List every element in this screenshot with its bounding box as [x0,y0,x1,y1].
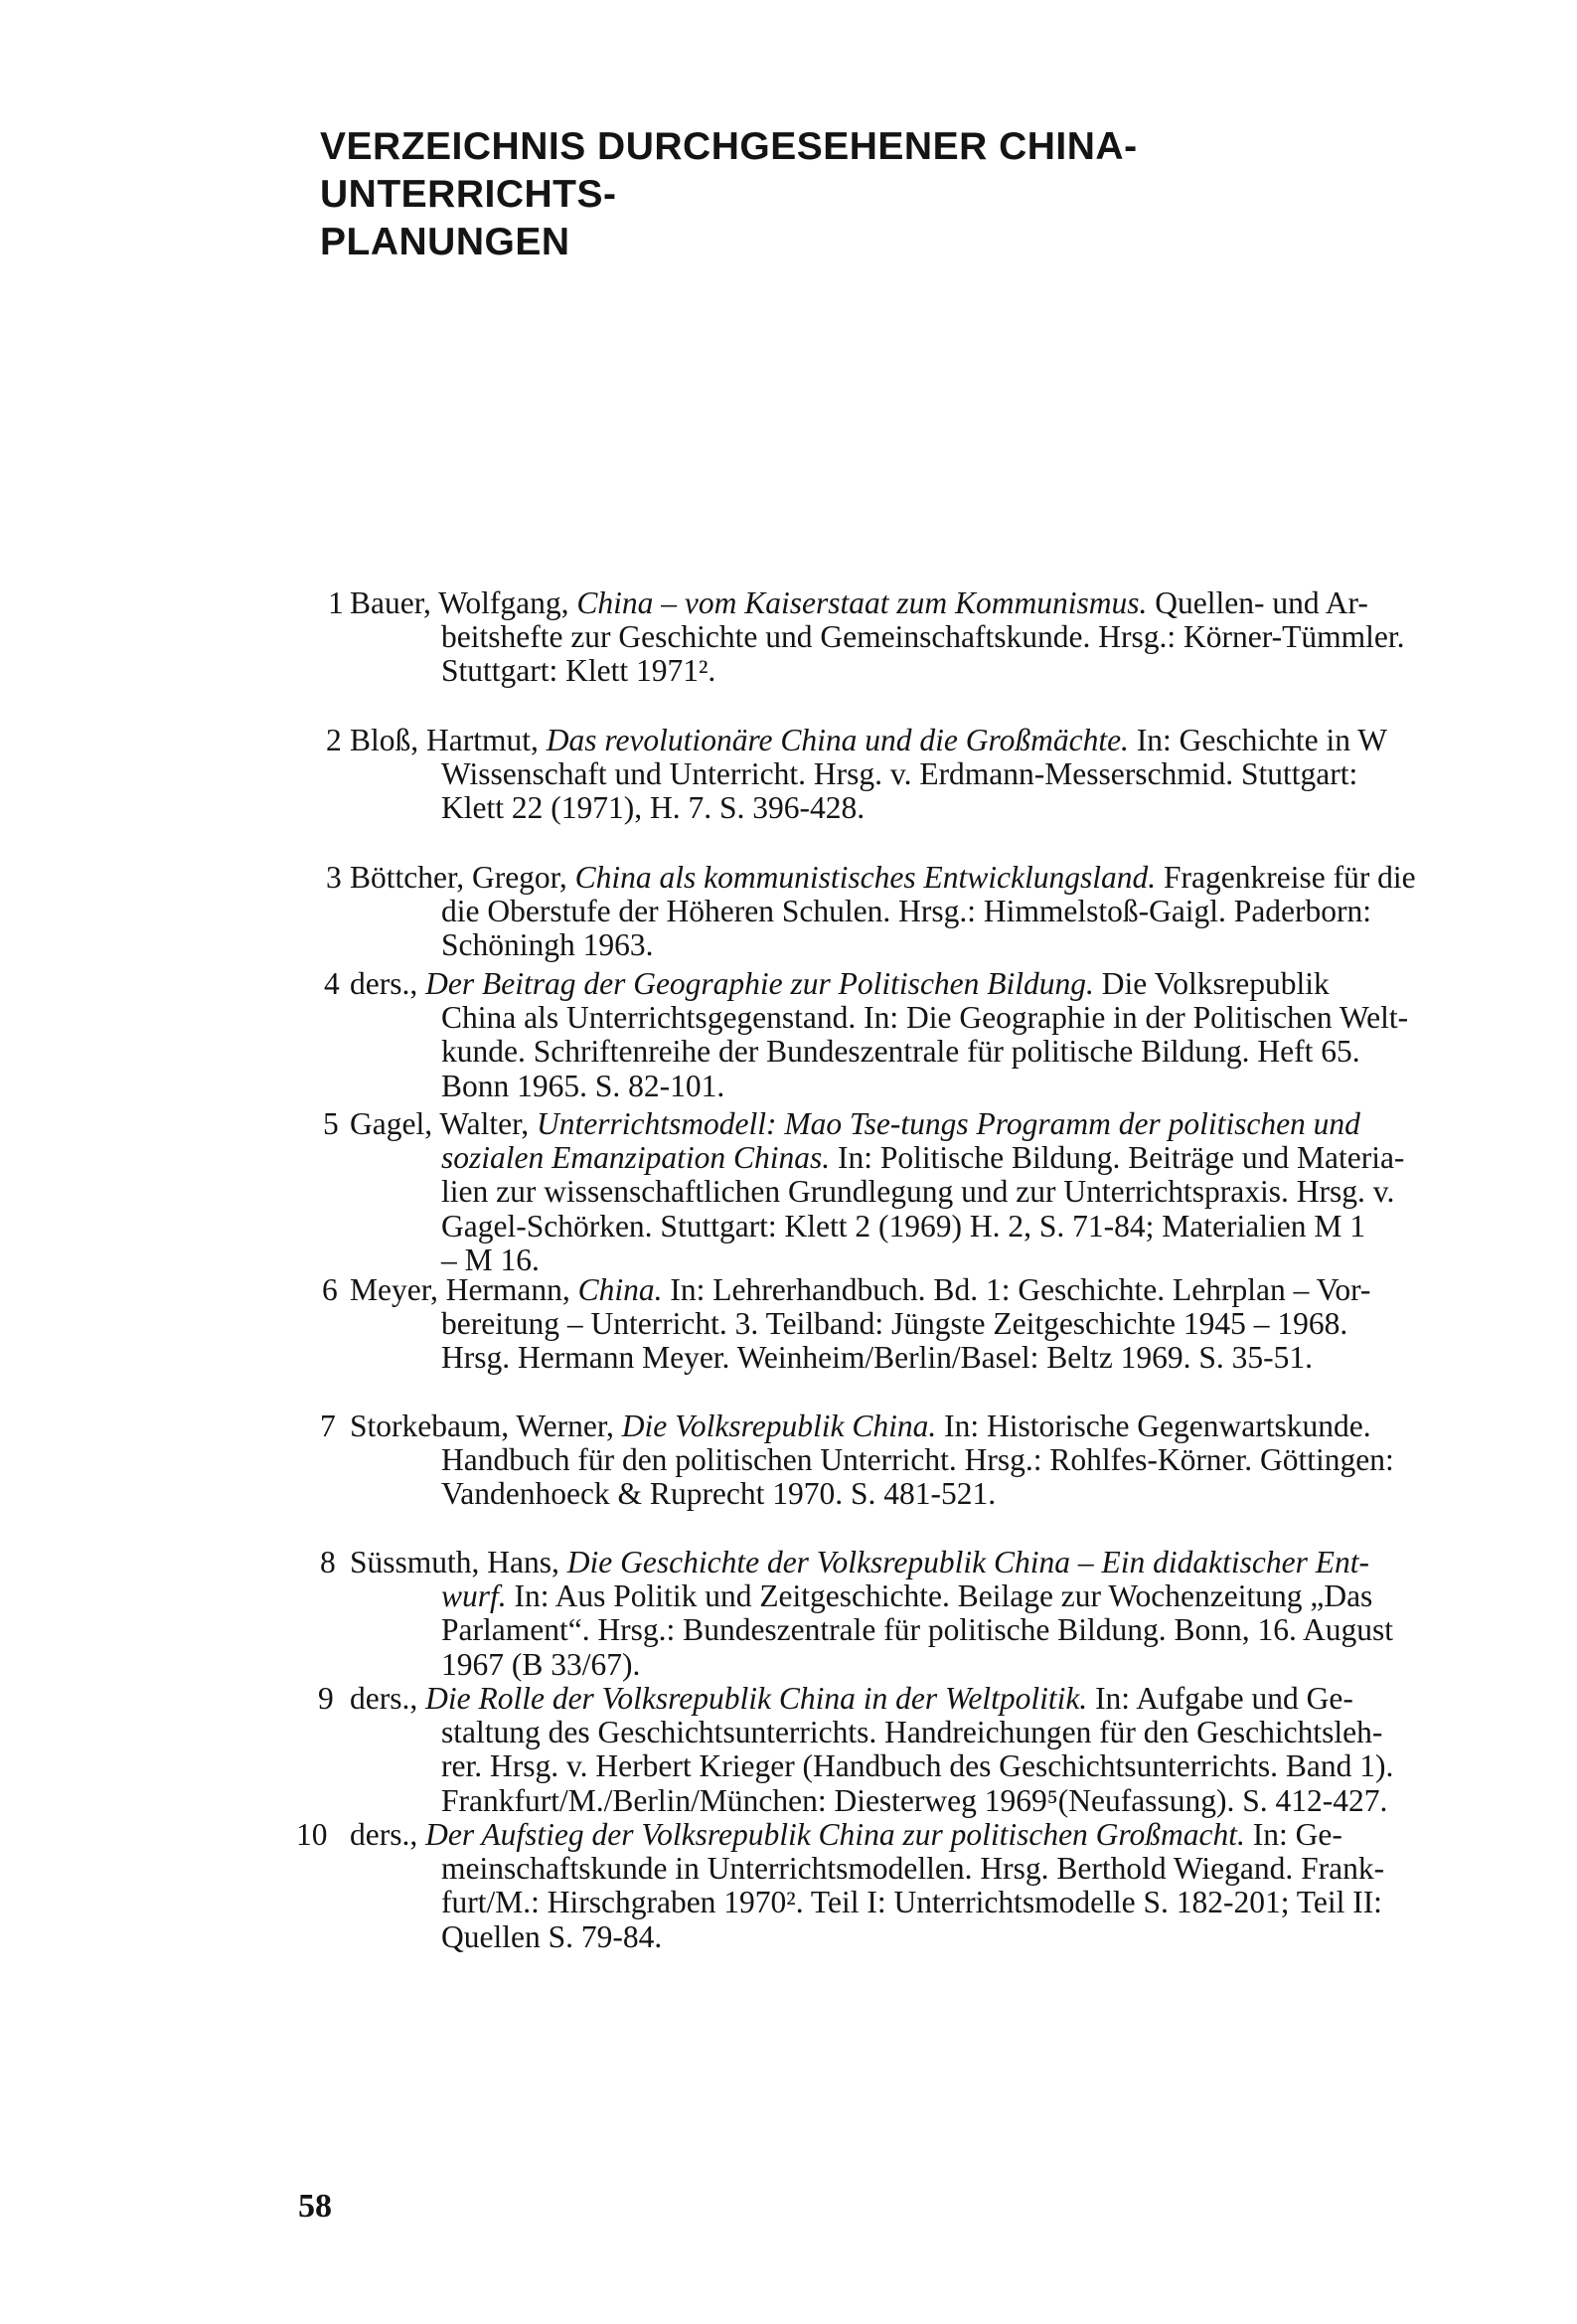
entry-text [350,966,1498,1103]
entry-line [350,724,1498,757]
entry-title-italic: Der Beitrag der Geographie zur Politischen Bildung. [425,966,1094,1001]
entry-text-segment: In: Aufgabe und Ge- [1087,1681,1353,1716]
entry-line [441,1341,1498,1375]
entry-text-segment: Bauer, Wolfgang, [350,585,577,620]
entry-number: 10 [296,1817,328,1852]
entry-title-italic: sozialen Emanzipation Chinas. [441,1140,831,1176]
entry-number: 7 [320,1409,336,1443]
entry-text-segment: Schöningh 1963. [441,927,654,963]
entry-title-italic: wurf. [441,1578,507,1614]
entry-text-segment: In: Geschichte in W [1128,723,1388,757]
entry-line [350,1273,1498,1307]
entry-text-segment: kunde. Schriftenreihe der Bundeszentrale für politische Bildung. Heft 65. [441,1034,1360,1070]
entry-title-italic: Die Volksrepublik China. [621,1409,937,1443]
entry-text-segment: bereitung – Unterricht. 3. Teilband: Jüngste Zeitgeschichte 1945 – 1968. [441,1306,1348,1342]
entry-text-segment: Gagel-Schörken. Stuttgart: Klett 2 (1969) H. 2, S. 71-84; Materialien M 1 [441,1208,1365,1244]
entry-line [441,1001,1498,1035]
entry-line [441,1716,1498,1749]
entry-text-segment: Bonn 1965. S. 82-101. [441,1068,725,1103]
entry-line [441,620,1498,654]
entry-text-segment: China als Unterrichtsgegenstand. In: Die Geographie in der Politischen Welt- [441,1000,1409,1036]
entry-text-segment: staltung des Geschichtsunterrichts. Handreichungen für den Geschichtsleh- [441,1715,1383,1750]
entry-text-segment: In: Historische Gegenwartskunde. [936,1409,1371,1443]
entry-text [350,1545,1498,1682]
entry-text-segment: die Oberstufe der Höheren Schulen. Hrsg.: Himmelstoß-Gaigl. Paderborn: [441,894,1372,929]
entry-text-segment: Stuttgart: Klett 1971². [441,653,716,689]
entry-text-segment: 1967 (B 33/67). [441,1646,641,1682]
entry-line [441,1175,1498,1209]
entry-text-segment: ders., [350,1681,426,1716]
entry-text-segment: In: Aus Politik und Zeitgeschichte. Beilage zur Wochenzeitung „Das [506,1578,1373,1614]
entry-line [350,861,1498,895]
entry-text-segment: furt/M.: Hirschgraben 1970². Teil I: Unterrichtsmodelle S. 182-201; Teil II: [441,1885,1382,1920]
entry-line [441,1210,1498,1244]
entry-line [441,654,1498,688]
entry-line [441,1749,1498,1783]
entry-line [441,1579,1498,1613]
entry-text [350,1817,1498,1954]
entry-line [441,895,1498,928]
entry-text [350,723,1498,826]
page-title-line-2: PLANUNGEN [320,221,570,263]
entry-line [350,1410,1498,1443]
entry-text-segment: Klett 22 (1971), H. 7. S. 396-428. [441,790,866,826]
entry-number: 2 [326,723,342,757]
entry-line [441,1443,1498,1477]
entry-text-segment: rer. Hrsg. v. Herbert Krieger (Handbuch des Geschichtsunterrichts. Band 1). [441,1748,1394,1784]
entry-text [350,1409,1498,1512]
entry-text-segment: Böttcher, Gregor, [350,860,575,895]
entry-text [350,860,1498,963]
entry-text [350,585,1498,689]
entry-line [350,967,1498,1001]
entry-line [441,1070,1498,1103]
entry-title-italic: Unterrichtsmodell: Mao Tse-tungs Programm der politischen und [537,1106,1360,1141]
entry-text-segment: – M 16. [441,1242,540,1277]
entry-text-segment: Fragenkreise für die [1156,860,1416,895]
entry-number: 5 [323,1106,339,1141]
entry-text-segment: beitshefte zur Geschichte und Gemeinschaftskunde. Hrsg.: Körner-Tümmler. [441,619,1405,655]
entry-title-italic: China – vom Kaiserstaat zum Kommunismus. [576,585,1148,620]
entry-text [350,1681,1498,1818]
entry-text-segment: Quellen S. 79-84. [441,1918,663,1954]
entry-number: 3 [326,860,342,895]
entry-title-italic: Die Rolle der Volksrepublik China in der Weltpolitik. [425,1681,1088,1716]
page-title-line-1: VERZEICHNIS DURCHGESEHENER CHINA-UNTERRICHTS- [320,125,1138,216]
entry-title-italic: Das revolutionäre China und die Großmächte. [546,723,1129,757]
entry-text-segment: Die Volksrepublik [1093,966,1330,1001]
entry-text-segment: In: Politische Bildung. Beiträge und Materia- [830,1140,1405,1176]
entry-title-italic: Der Aufstieg der Volksrepublik China zur politischen Großmacht. [425,1817,1245,1852]
entry-text-segment: Parlament“. Hrsg.: Bundeszentrale für politische Bildung. Bonn, 16. August [441,1612,1393,1648]
entry-title-italic: Die Geschichte der Volksrepublik China – Ein didaktischer Ent- [566,1545,1369,1579]
entry-line [441,1307,1498,1341]
entry-line [350,1107,1498,1141]
entry-text-segment: ders., [350,966,426,1001]
entry-line [441,1141,1498,1175]
entry-text-segment: Vandenhoeck & Ruprecht 1970. S. 481-521. [441,1476,997,1512]
entry-title-italic: China. [577,1272,663,1307]
entry-text-segment: In: Ge- [1244,1817,1342,1852]
page-number: 58 [298,2188,332,2225]
entry-number: 9 [318,1681,334,1716]
entry-line [350,1546,1498,1579]
entry-text [350,1106,1498,1277]
entry-line [350,1682,1498,1716]
entry-text-segment: Meyer, Hermann, [350,1272,578,1307]
entry-line [441,1648,1498,1682]
entry-line [441,1886,1498,1919]
entry-text-segment: Hrsg. Hermann Meyer. Weinheim/Berlin/Basel: Beltz 1969. S. 35-51. [441,1340,1313,1376]
page-title [320,123,1314,266]
entry-line [441,1920,1498,1954]
entry-line [441,1035,1498,1069]
entry-number: 6 [322,1272,338,1307]
entry-text-segment: In: Lehrerhandbuch. Bd. 1: Geschichte. Lehrplan – Vor- [662,1272,1371,1307]
entry-text-segment: Storkebaum, Werner, [350,1409,622,1443]
entry-line [441,1784,1498,1818]
entry-line [350,586,1498,620]
entry-number: 4 [324,966,340,1001]
entry-text-segment: Quellen- und Ar- [1147,585,1368,620]
bibliography-entry [0,1818,1577,2017]
entry-text [350,1272,1498,1376]
entry-line [441,1852,1498,1886]
entry-number: 1 [328,585,344,620]
entry-line [441,1477,1498,1511]
entry-line [441,928,1498,962]
entry-text-segment: Bloß, Hartmut, [350,723,547,757]
entry-line [441,757,1498,791]
entry-text-segment: Gagel, Walter, [350,1106,538,1141]
entry-line [441,791,1498,825]
entry-text-segment: Wissenschaft und Unterricht. Hrsg. v. Erdmann-Messerschmid. Stuttgart: [441,756,1358,792]
entry-text-segment: lien zur wissenschaftlichen Grundlegung und zur Unterrichtspraxis. Hrsg. v. [441,1174,1395,1210]
entry-line [441,1613,1498,1647]
entry-text-segment: Süssmuth, Hans, [350,1545,567,1579]
entry-text-segment: Handbuch für den politischen Unterricht. Hrsg.: Rohlfes-Körner. Göttingen: [441,1442,1394,1478]
entry-title-italic: China als kommunistisches Entwicklungsland. [574,860,1157,895]
entry-number: 8 [320,1545,336,1579]
entry-text-segment: Frankfurt/M./Berlin/München: Diesterweg 1969⁵(Neufassung). S. 412-427. [441,1782,1388,1818]
entry-text-segment: ders., [350,1817,426,1852]
entry-text-segment: meinschaftskunde in Unterrichtsmodellen. Hrsg. Berthold Wiegand. Frank- [441,1851,1385,1887]
entry-line [350,1818,1498,1852]
